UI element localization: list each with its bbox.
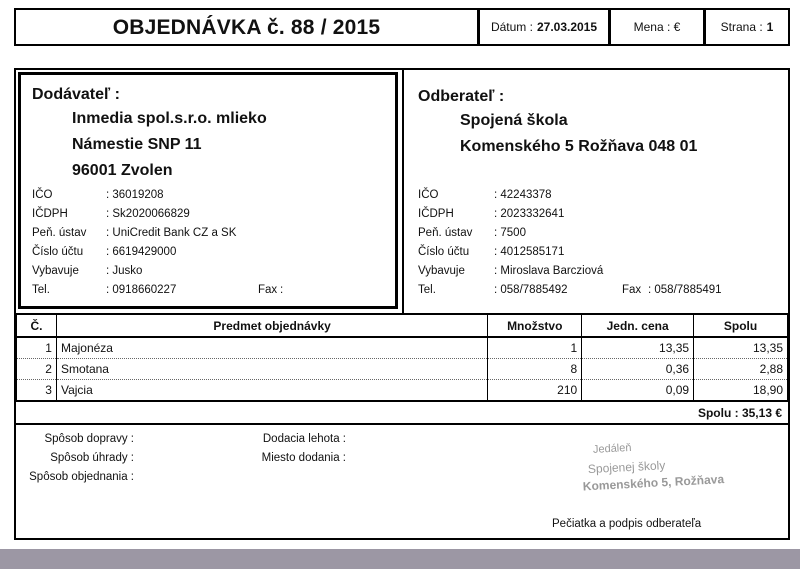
currency-label: Mena : € (633, 20, 681, 34)
supplier-icdph-label: IČDPH (32, 208, 68, 220)
customer-icdph-label: IČDPH (418, 208, 454, 220)
order-title-box (14, 8, 479, 46)
customer-handler: : Miroslava Barcziová (494, 265, 604, 277)
payment-label: Spôsob úhrady : (50, 452, 134, 464)
order-title: OBJEDNÁVKA č. 88 / 2015 (112, 16, 381, 39)
page-box (704, 8, 790, 46)
stamp-line-1: Jedáleň (592, 441, 632, 456)
row-total: 2,88 (694, 359, 788, 380)
row-no: 3 (17, 380, 57, 402)
supplier-handler-label: Vybavuje (32, 265, 79, 277)
items-header-row (17, 314, 788, 337)
supplier-bank-label: Peň. ústav (32, 227, 87, 239)
customer-heading: Odberateľ : (418, 88, 505, 105)
delivery-place-label: Miesto dodania : (261, 452, 346, 464)
customer-stamp (547, 432, 790, 504)
supplier-account: : 6619429000 (106, 246, 177, 258)
transport-label: Spôsob dopravy : (44, 433, 134, 445)
table-row (17, 359, 788, 380)
currency-box (609, 8, 705, 46)
supplier-name: Inmedia spol.s.r.o. mlieko (72, 110, 267, 127)
customer-address: Komenského 5 Rožňava 048 01 (460, 138, 698, 155)
row-total: 13,35 (694, 337, 788, 359)
supplier-heading: Dodávateľ : (32, 86, 120, 103)
customer-ico-label: IČO (418, 189, 439, 201)
stamp-line-2: Spojenej školy (587, 458, 666, 477)
customer-bank: : 7500 (494, 227, 526, 239)
customer-name: Spojená škola (460, 112, 568, 129)
customer-icdph: : 2023332641 (494, 208, 565, 220)
table-row (17, 380, 788, 402)
page-value: 1 (766, 20, 774, 34)
col-header-total: Spolu (694, 314, 788, 337)
customer-account: : 4012585171 (494, 246, 565, 258)
date-value: 27.03.2015 (536, 20, 598, 34)
row-unit-price: 0,36 (582, 359, 694, 380)
row-item: Vajcia (56, 380, 487, 402)
date-box (478, 8, 610, 46)
supplier-tel: : 0918660227 (106, 284, 177, 296)
row-qty: 210 (488, 380, 582, 402)
supplier-fax: : (280, 284, 284, 296)
supplier-icdph: : Sk2020066829 (106, 208, 190, 220)
customer-tel-label: Tel. (418, 284, 436, 296)
col-header-no: Č. (17, 314, 57, 337)
row-item: Smotana (56, 359, 487, 380)
supplier-handler: : Jusko (106, 265, 143, 277)
customer-handler-label: Vybavuje (418, 265, 465, 277)
col-header-qty: Množstvo (488, 314, 582, 337)
supplier-ico: : 36019208 (106, 189, 164, 201)
supplier-account-label: Číslo účtu (32, 246, 84, 258)
col-header-item: Predmet objednávky (56, 314, 487, 337)
party-divider (402, 68, 404, 313)
supplier-tel-label: Tel. (32, 284, 50, 296)
row-qty: 1 (488, 337, 582, 359)
stamp-line-3: Komenského 5, Rožňava (582, 472, 725, 494)
col-header-unit-price: Jedn. cena (582, 314, 694, 337)
row-unit-price: 13,35 (582, 337, 694, 359)
customer-fax: : 058/7885491 (648, 284, 722, 296)
customer-ico: : 42243378 (494, 189, 552, 201)
supplier-ico-label: IČO (32, 189, 53, 201)
customer-fax-label: Fax (622, 284, 642, 296)
row-total: 18,90 (694, 380, 788, 402)
row-item: Majonéza (56, 337, 487, 359)
row-no: 2 (17, 359, 57, 380)
page-label: Strana : (720, 20, 763, 34)
order-method-label: Spôsob objednania : (29, 471, 134, 483)
row-unit-price: 0,09 (582, 380, 694, 402)
stamp-caption: Pečiatka a podpis odberateľa (552, 518, 702, 530)
customer-account-label: Číslo účtu (418, 246, 470, 258)
date-label: Dátum : (490, 20, 533, 34)
customer-tel: : 058/7885492 (494, 284, 568, 296)
page-bottom-edge (0, 549, 800, 569)
supplier-bank: : UniCredit Bank CZ a SK (106, 227, 237, 239)
row-no: 1 (17, 337, 57, 359)
supplier-fax-label: Fax (258, 284, 278, 296)
grand-total-row (16, 403, 788, 425)
delivery-time-label: Dodacia lehota : (262, 433, 346, 445)
grand-total: Spolu : 35,13 € (697, 406, 782, 420)
table-row (17, 337, 788, 359)
customer-bank-label: Peň. ústav (418, 227, 473, 239)
supplier-city: 96001 Zvolen (72, 162, 173, 179)
supplier-street: Námestie SNP 11 (72, 136, 202, 153)
items-table (16, 313, 788, 402)
row-qty: 8 (488, 359, 582, 380)
